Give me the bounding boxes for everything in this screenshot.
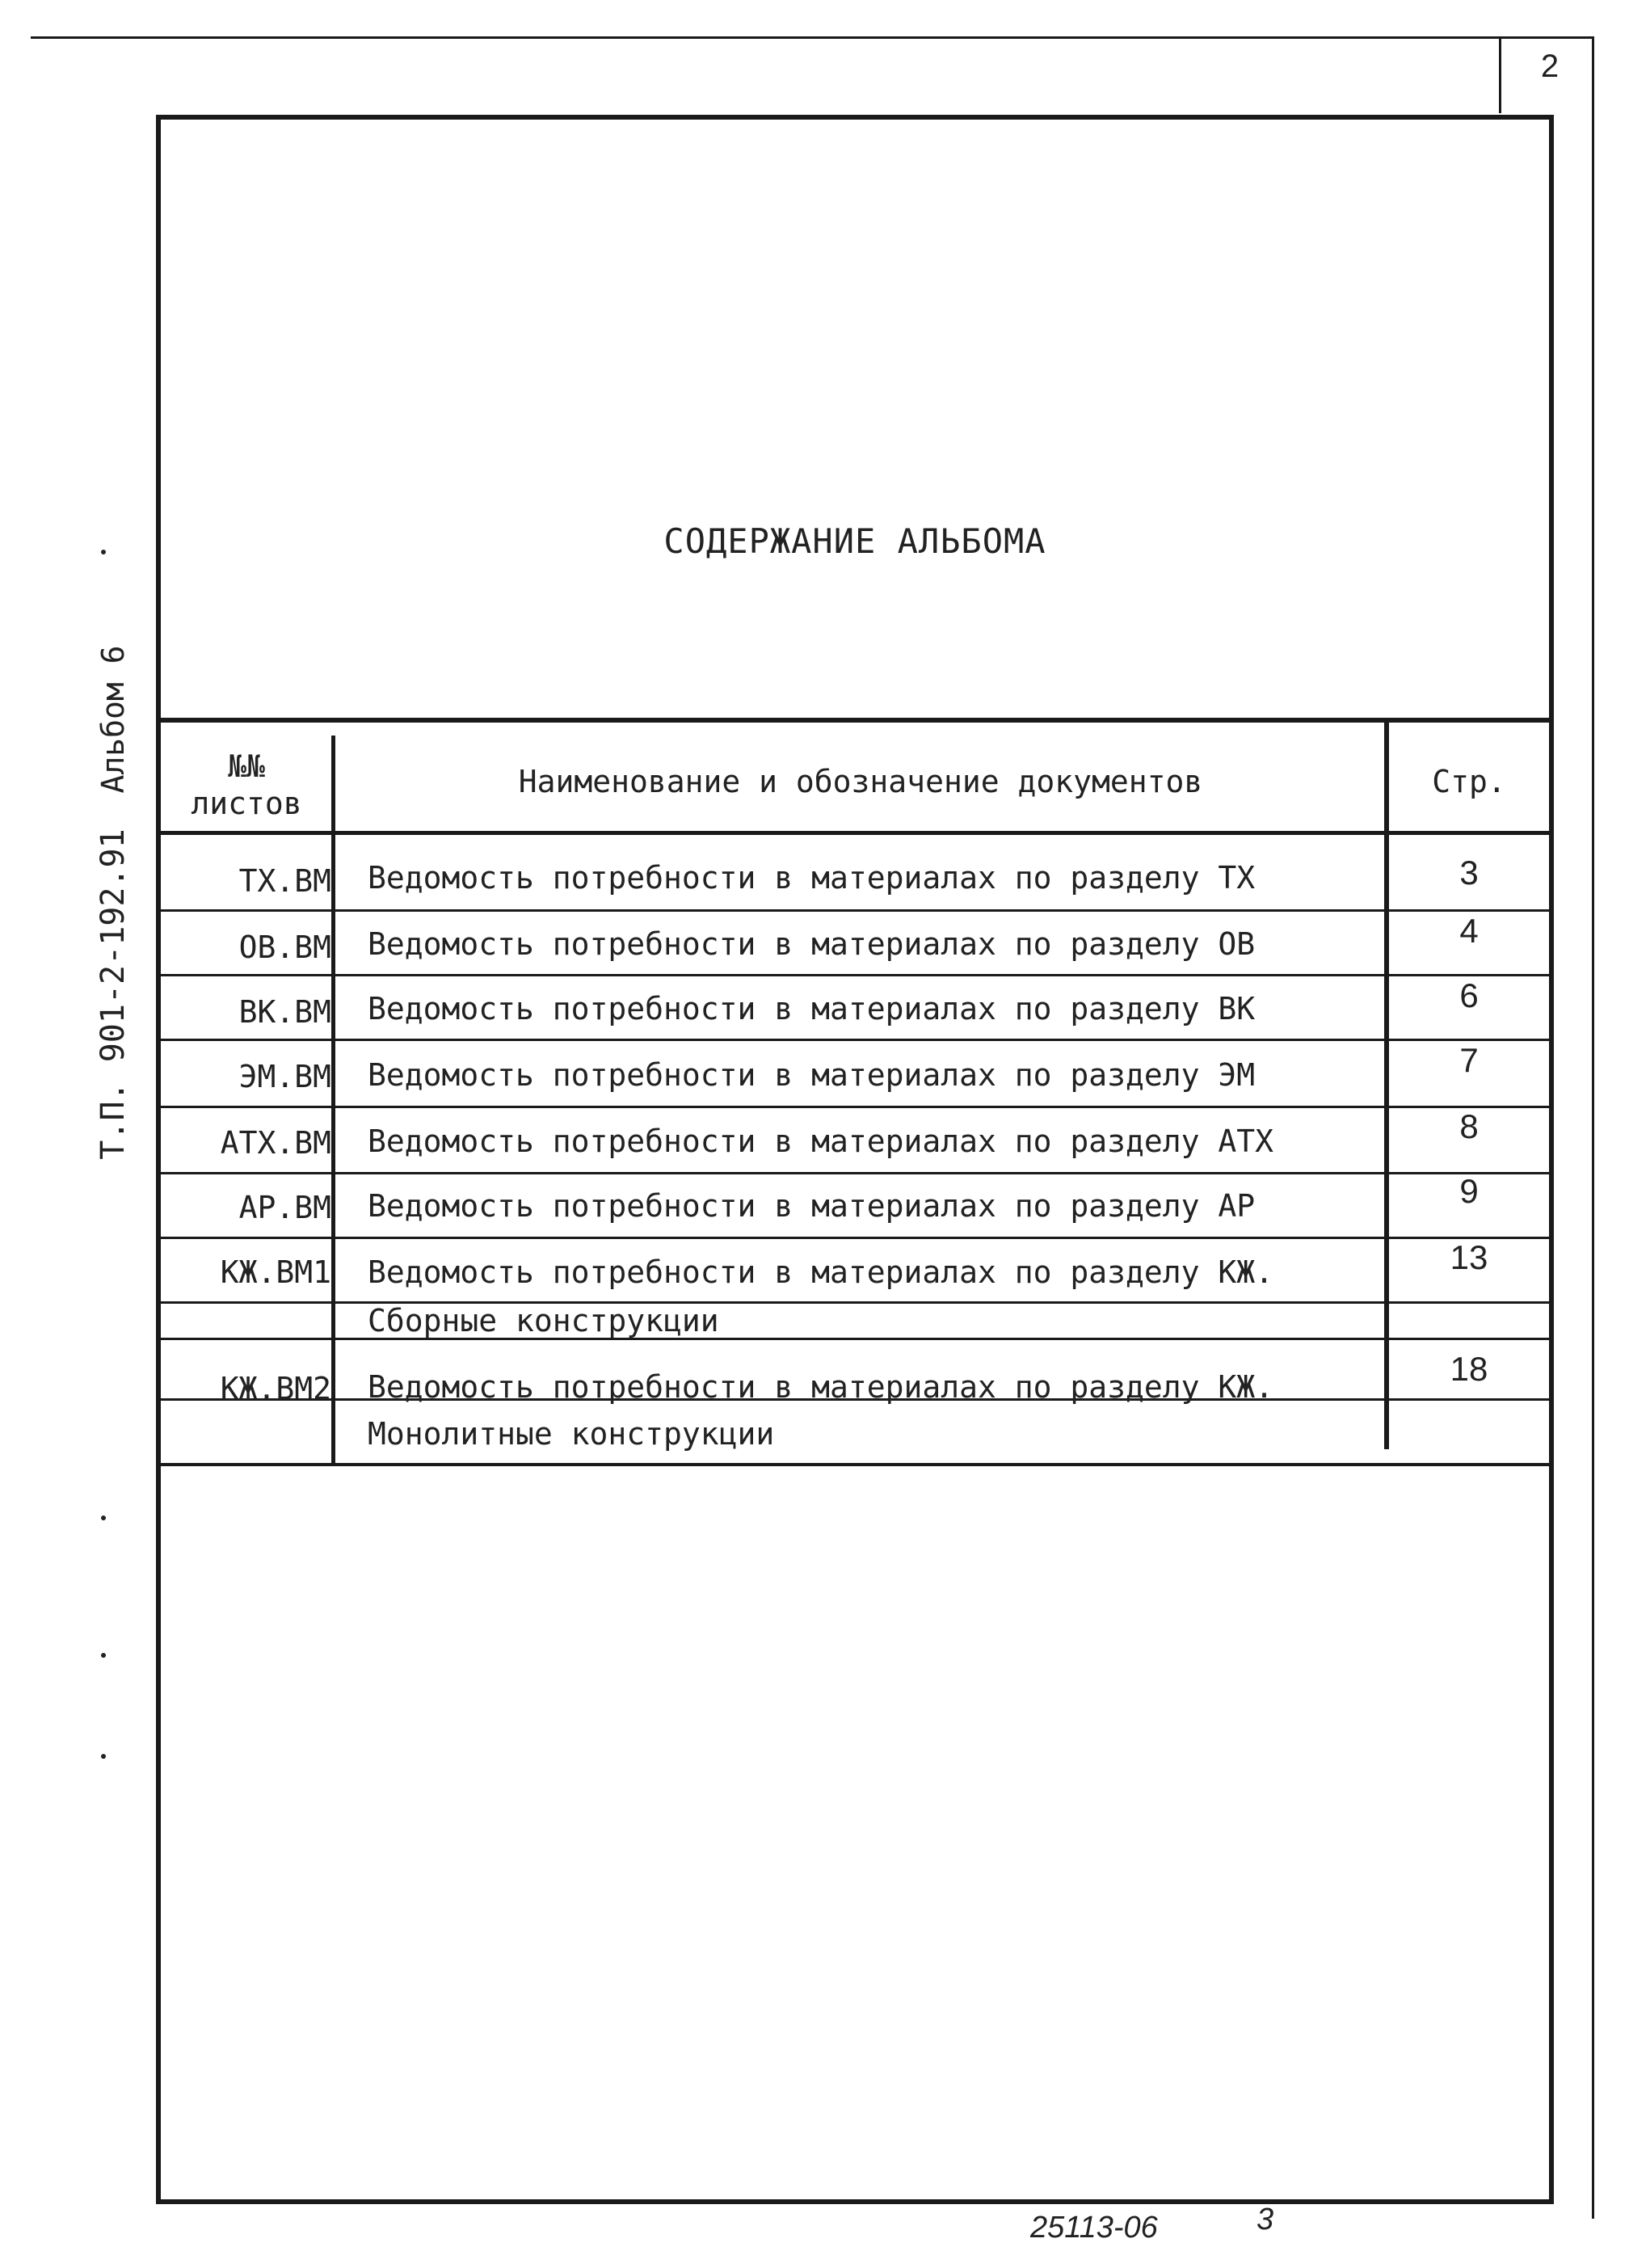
row-rule [156, 1172, 1554, 1174]
row-name: Ведомость потребности в материалах по разделу ТХ [368, 860, 1256, 896]
margin-mark [101, 1754, 106, 1759]
row-code: АТХ.ВМ [220, 1125, 331, 1161]
row-page: 3 [1459, 854, 1479, 892]
row-code: КЖ.ВМ1 [220, 1254, 331, 1290]
row-rule [156, 1237, 1554, 1239]
page-box-right [1592, 36, 1594, 2219]
page-number: 2 [1540, 48, 1560, 84]
row-code: АР.ВМ [238, 1190, 331, 1225]
row-name: Ведомость потребности в материалах по разделу ВК [368, 991, 1256, 1027]
table-bottom-rule [156, 1463, 1554, 1466]
row-rule [156, 1039, 1554, 1041]
row-name: Ведомость потребности в материалах по разделу ОВ [368, 926, 1256, 962]
row-code: КЖ.ВМ2 [220, 1371, 331, 1406]
drawing-frame [156, 115, 1554, 2204]
row-name: Ведомость потребности в материалах по разделу АТХ [368, 1123, 1274, 1159]
side-album-label: Альбом 6 [95, 645, 131, 794]
row-name: Сборные конструкции [368, 1303, 719, 1338]
header-document-name: Наименование и обозначение документов [518, 764, 1203, 799]
row-code: ЭМ.ВМ [238, 1059, 331, 1094]
row-name: Монолитные конструкции [368, 1416, 775, 1452]
table-top-rule [156, 718, 1554, 723]
row-name: Ведомость потребности в материалах по разделу КЖ. [368, 1254, 1274, 1290]
footer-inventory-code: 25113-06 [1030, 2211, 1158, 2245]
row-code: ОВ.ВМ [238, 930, 331, 965]
row-page: 6 [1459, 976, 1479, 1014]
header-sheet-numbers [162, 748, 331, 822]
row-code: ВК.ВМ [238, 994, 331, 1030]
row-page: 9 [1459, 1172, 1479, 1210]
row-rule [156, 1106, 1554, 1108]
row-name: Ведомость потребности в материалах по разделу КЖ. [368, 1369, 1274, 1405]
document-title: СОДЕРЖАНИЕ АЛЬБОМА [663, 521, 1046, 561]
header-page: Стр. [1432, 764, 1506, 799]
row-rule [156, 974, 1554, 976]
col-rule-1 [331, 736, 335, 1463]
table-header-rule [156, 831, 1554, 835]
side-drawing-code: Т.П. 901-2-192.91 [95, 828, 132, 1160]
margin-mark [101, 550, 106, 554]
top-rule [31, 36, 1594, 39]
row-page: 13 [1450, 1238, 1488, 1276]
margin-mark [101, 1653, 106, 1658]
margin-mark [101, 1516, 106, 1520]
row-page: 18 [1450, 1350, 1488, 1388]
row-name: Ведомость потребности в материалах по разделу АР [368, 1188, 1256, 1224]
header-num-label: листов [191, 786, 302, 821]
row-rule [156, 1338, 1554, 1340]
row-code: ТХ.ВМ [238, 863, 331, 899]
header-num-symbol: №№ [228, 748, 265, 784]
row-page: 4 [1459, 912, 1479, 950]
footer-page-number: 3 [1256, 2203, 1274, 2236]
row-page: 8 [1459, 1107, 1479, 1145]
row-page: 7 [1459, 1041, 1479, 1079]
row-rule [156, 909, 1554, 912]
row-rule [156, 1301, 1554, 1304]
row-name: Ведомость потребности в материалах по разделу ЭМ [368, 1057, 1256, 1093]
